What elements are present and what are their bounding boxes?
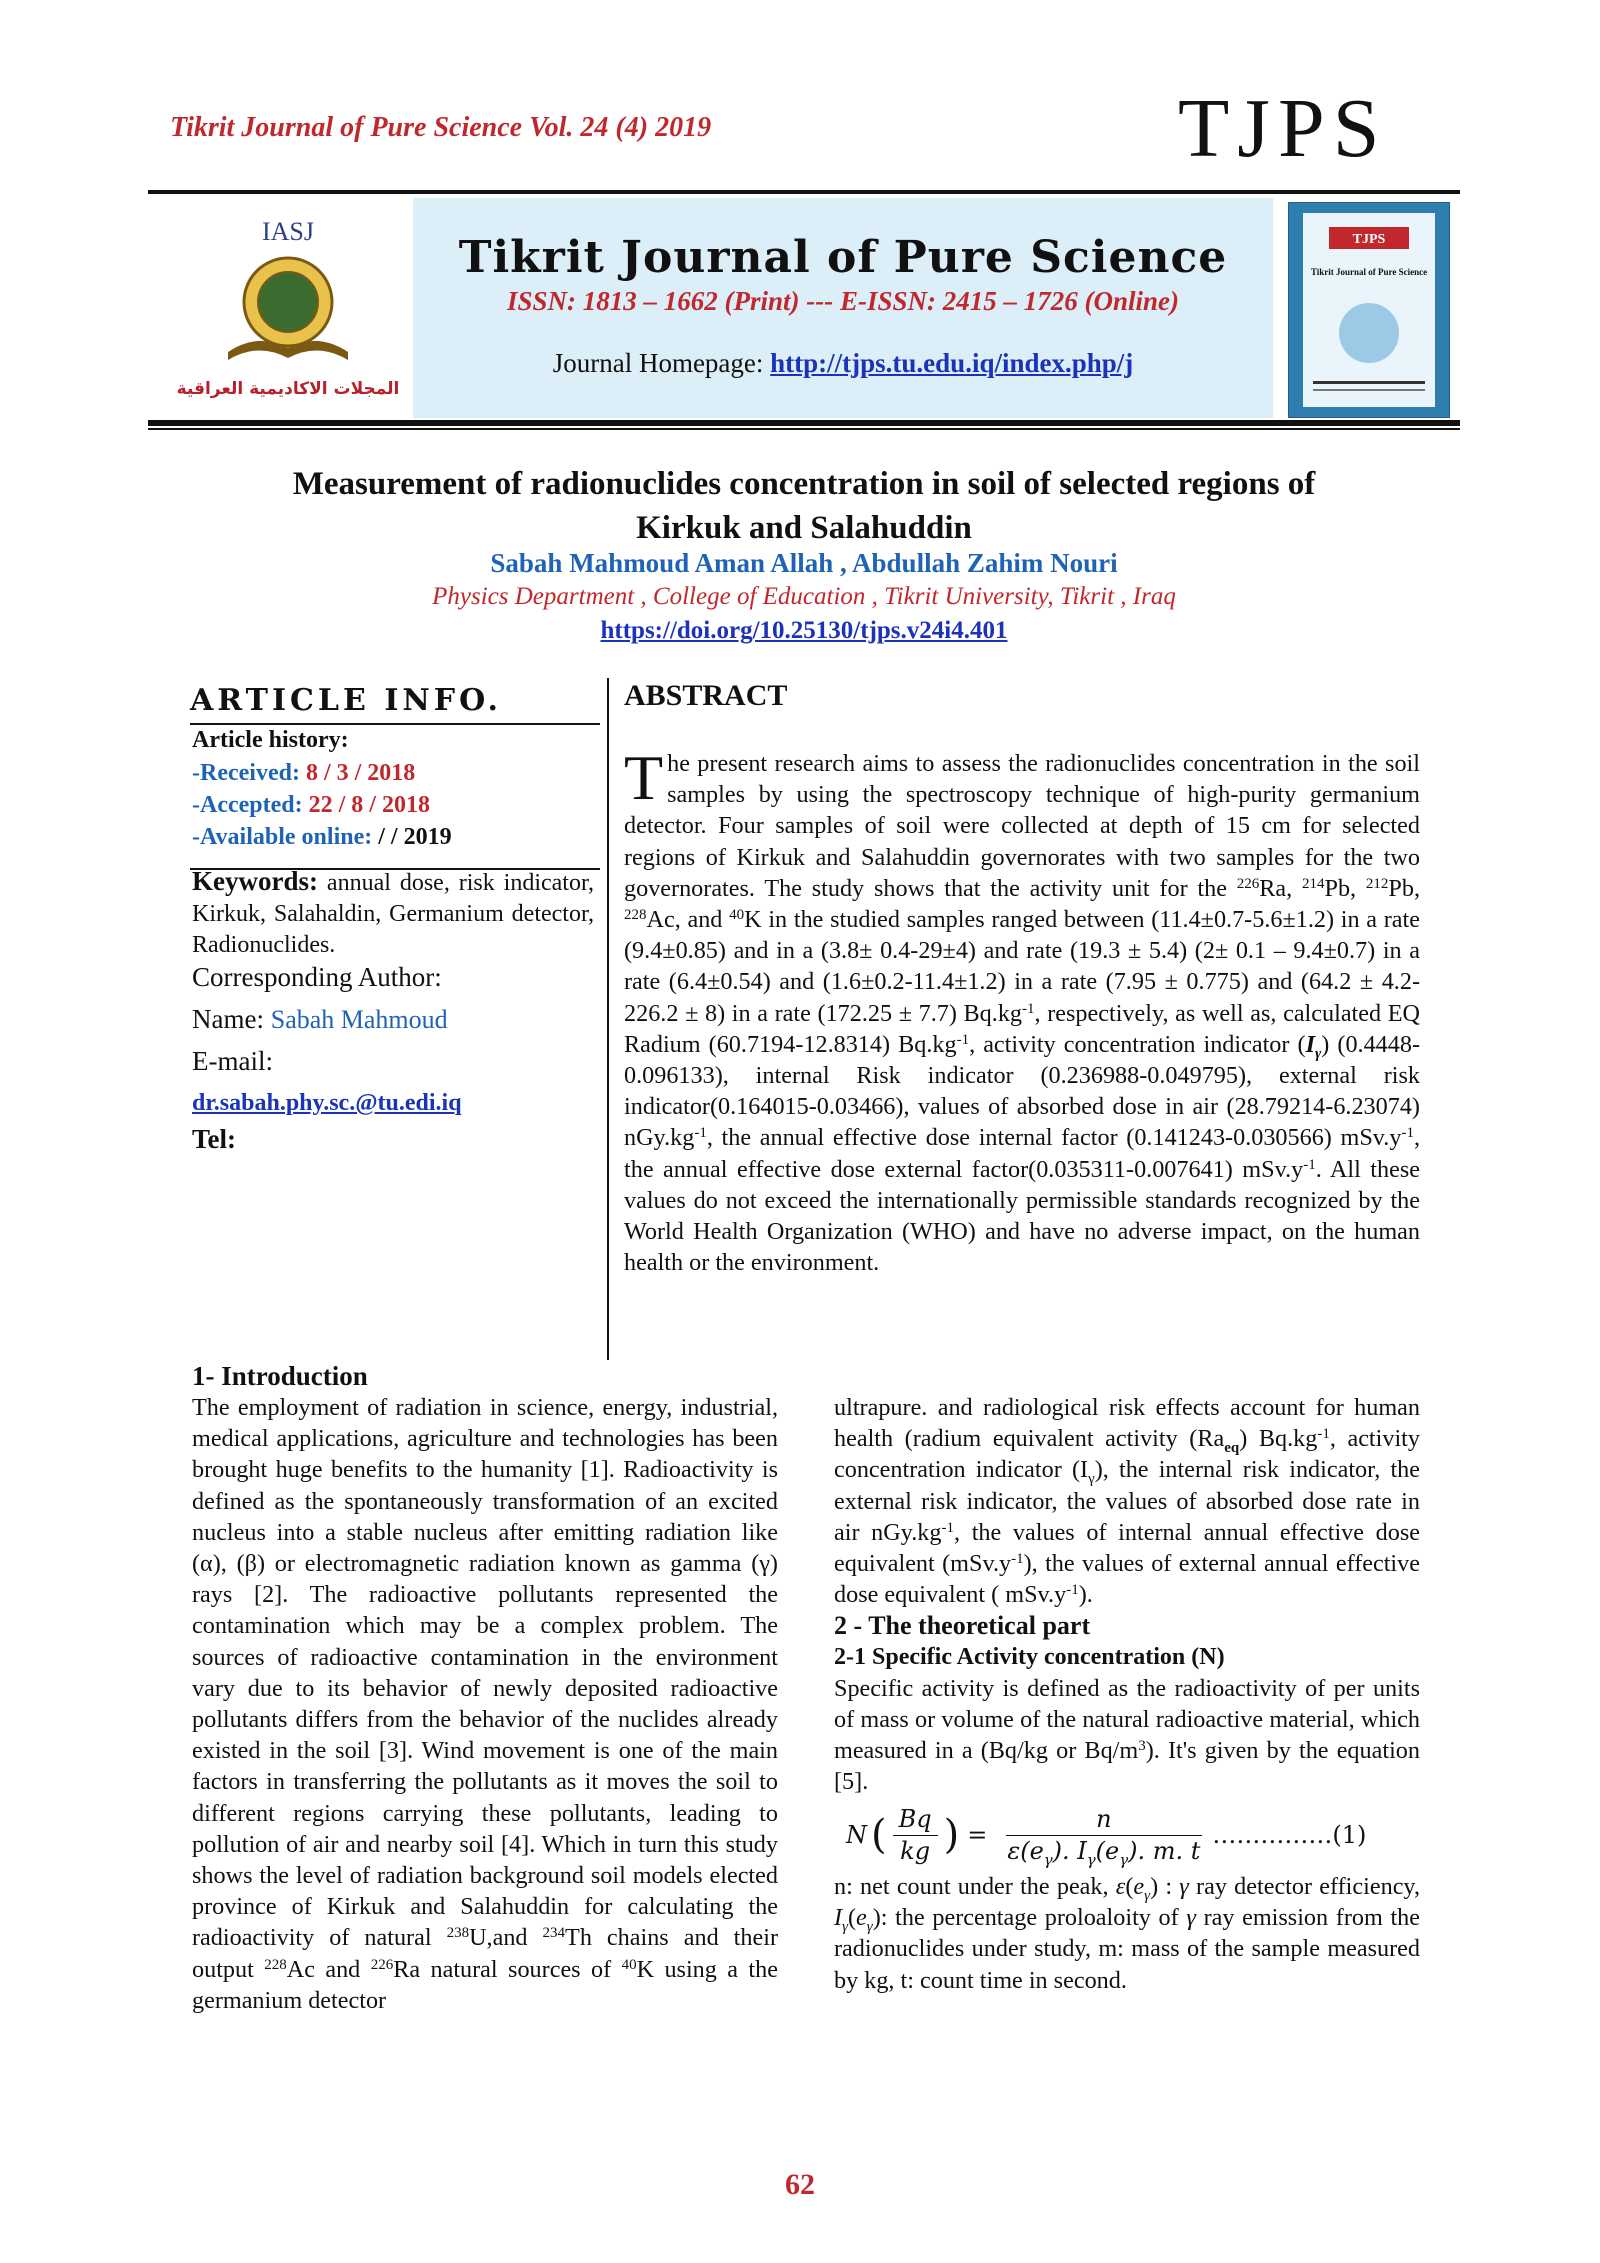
homepage-link[interactable]: http://tjps.tu.edu.iq/index.php/j — [770, 348, 1134, 378]
intro-continuation: ultrapure. and radiological risk effects account for human health (radium equivalent activity $(Ra_{eq})$ $Bq.kg^{-1}$, activity concentration indicator $(I_\gamma)$, the internal risk indicator, the external risk indicator, the values of absorbed dose rate in air $nGy.kg^{-1}$, the values of internal annual effective dose equivalent $(mSv.y^{-1})$, the values of external annual effective dose equivalent ( $mSv.y^{-1}$). — [834, 1394, 1421, 1609]
abstract-dropcap: T — [624, 742, 664, 813]
running-head: Tikrit Journal of Pure Science Vol. 24 (4) 2019 — [170, 112, 712, 143]
article-title — [148, 462, 1460, 550]
abstract-text: The present research aims to assess the radionuclides concentration in the soil samples by using the spectroscopy technique of high-purity germanium detector. Four samples of soil were collected at depth of 15 cm for selected regions of Kirkuk and Salahuddin governorates with two samples for the two governorates. The study shows that the activity unit for the $^{226}$Ra, $^{214}$Pb, $^{212}$Pb, $^{228}$Ac, and $^{40}$K in the studied samples ranged between (11.4±0.7-5.6±1.2) in a rate (9.4±0.85) and in a (3.8± 0.4-29±4) and rate (19.3 ± 5.4) (2± 0.1 – 9.4±0.7) in a rate (6.4±0.54) and (1.6±0.2-11.4±1.2) in a rate (7.95 ± 0.775) and (64.2 ± 4.2-226.2 ± 8) in a rate (172.25 ± 7.7) $Bq.kg^{-1}$, respectively, as well as, calculated EQ Radium (60.7194-12.8314) $Bq.kg^{-1}$, activity concentration indicator $(I_\gamma)$ (0.4448-0.096133), internal Risk indicator (0.236988-0.049795), external risk indicator(0.164015-0.03466), values of absorbed dose in air (28.79214-6.23074) $nGy.kg^{-1}$, the annual effective dose internal factor (0.141243-0.030566) $mSv.y^{-1}$, the annual effective dose external factor(0.035311-0.007641) $mSv.y^{-1}$. All these values do not exceed the internationally permissible standards recognized by the World Health Organization (WHO) and have no adverse impact, on the human health or the environment. — [624, 742, 1421, 1277]
logo-bottom-text: المجلات الاكاديمية العراقية — [176, 379, 400, 399]
article-title-line-1: Measurement of radionuclides concentration in soil of selected regions of — [292, 466, 1316, 502]
equation-1: N ( $\frac{Bq}{kg}$ ) = $\frac{n}{\varepsilon(e_\gamma). I_\gamma(e_\gamma). m. t}$ ……………(1) — [846, 1804, 1367, 1869]
abstract-heading: ABSTRACT — [624, 679, 788, 712]
author-name: Name: Sabah Mahmoud — [192, 1004, 448, 1034]
keywords: Keywords: annual dose, risk indicator, Kirkuk, Salahaldin, Germanium detector, Radionuclides. — [192, 866, 595, 958]
article-authors: Sabah Mahmoud Aman Allah , Abdullah Zahim Nouri — [490, 548, 1118, 578]
journal-banner — [148, 198, 1460, 420]
corresponding-author-label: Corresponding Author: — [192, 962, 442, 992]
article-affiliation: Physics Department , College of Education , Tikrit University, Tikrit , Iraq — [432, 583, 1176, 610]
homepage-label: Journal Homepage: — [552, 348, 771, 378]
iasj-emblem-icon — [168, 210, 408, 410]
column-divider — [607, 678, 609, 1360]
theory-heading: 2 - The theoretical part — [834, 1611, 1091, 1641]
available-online-date: -Available online: / / 2019 — [192, 824, 452, 850]
page-number: 62 — [785, 2168, 815, 2201]
cover-badge: TJPS — [1352, 232, 1386, 247]
journal-homepage — [413, 348, 1273, 379]
specific-activity-text: Specific activity is defined as the radioactivity of per units of mass or volume of the natural radioactive material, which measured in a (Bq/kg or $Bq/m^3$). It's given by the equation [5]. — [834, 1674, 1420, 1796]
introduction-heading: 1- Introduction — [192, 1361, 368, 1391]
accepted-date: -Accepted: 22 / 8 / 2018 — [192, 792, 430, 818]
author-email-link[interactable]: dr.sabah.phy.sc.@tu.edi.iq — [192, 1090, 462, 1116]
received-date: -Received: 8 / 3 / 2018 — [192, 760, 416, 786]
journal-issn: ISSN: 1813 – 1662 (Print) --- E-ISSN: 2415 – 1726 (Online) — [506, 286, 1180, 316]
header-rule — [148, 190, 1460, 194]
logo-top-text: IASJ — [261, 217, 315, 246]
article-doi-link[interactable]: https://doi.org/10.25130/tjps.v24i4.401 — [600, 617, 1008, 644]
introduction-text: The employment of radiation in science, energy, industrial, medical applications, agriculture and technologies has been brought huge benefits to the humanity [1]. Radioactivity is defined as the spontaneously transformation of an excited nucleus into a stable nucleus after emitting radiation like (α), (β) or electromagnetic radiation known as gamma (γ) rays [2]. The radioactive pollutants represented the contamination which may be a complex problem. The sources of radioactive contamination in the environment vary due to its behavior of newly deposited radioactive pollutants differs from the behavior of the nuclides already existed in the soil [3]. Wind movement is one of the main factors in transferring the pollutants as it moves the soil to different regions carrying these pollutants, leading to pollution of air and nearby soil [4]. Which in turn this study shows the level of radiation background soil models elected province of Kirkuk and Salahuddin for calculating the radioactivity of natural $^{238}$U,and $^{234}$Th chains and their output $^{228}$Ac and $^{226}$Ra natural sources of $^{40}$K using a the germanium detector — [192, 1394, 778, 2014]
specific-activity-heading: 2-1 Specific Activity concentration (N) — [834, 1643, 1225, 1670]
article-info-heading: ARTICLE INFO. — [190, 683, 502, 718]
iasj-logo — [168, 210, 408, 410]
banner-rule — [148, 420, 1460, 426]
journal-title: Tikrit Journal of Pure Science — [458, 232, 1228, 283]
banner-rule-thin — [148, 428, 1460, 430]
email-label: E-mail: — [192, 1046, 273, 1076]
article-history-label: Article history: — [192, 727, 349, 753]
article-title-line-2: Kirkuk and Salahuddin — [636, 510, 972, 546]
right-column-text — [834, 1392, 1420, 1996]
journal-cover-thumbnail — [1288, 202, 1450, 418]
article-info-rule — [190, 723, 600, 725]
equation-1-legend: n: net count under the peak, $\varepsilon(e_\gamma)$ : γ ray detector efficiency, $I_\gamma(e_\gamma)$: the percentage proloaloity of γ ray emission from the radionuclides under study, m: mass of the sample measured by kg, t: count time in second. — [834, 1873, 1420, 1994]
tel-label: Tel: — [192, 1124, 237, 1154]
cover-title: Tikrit Journal of Pure Science — [1310, 267, 1428, 277]
journal-acronym: TJPS — [1178, 82, 1388, 175]
